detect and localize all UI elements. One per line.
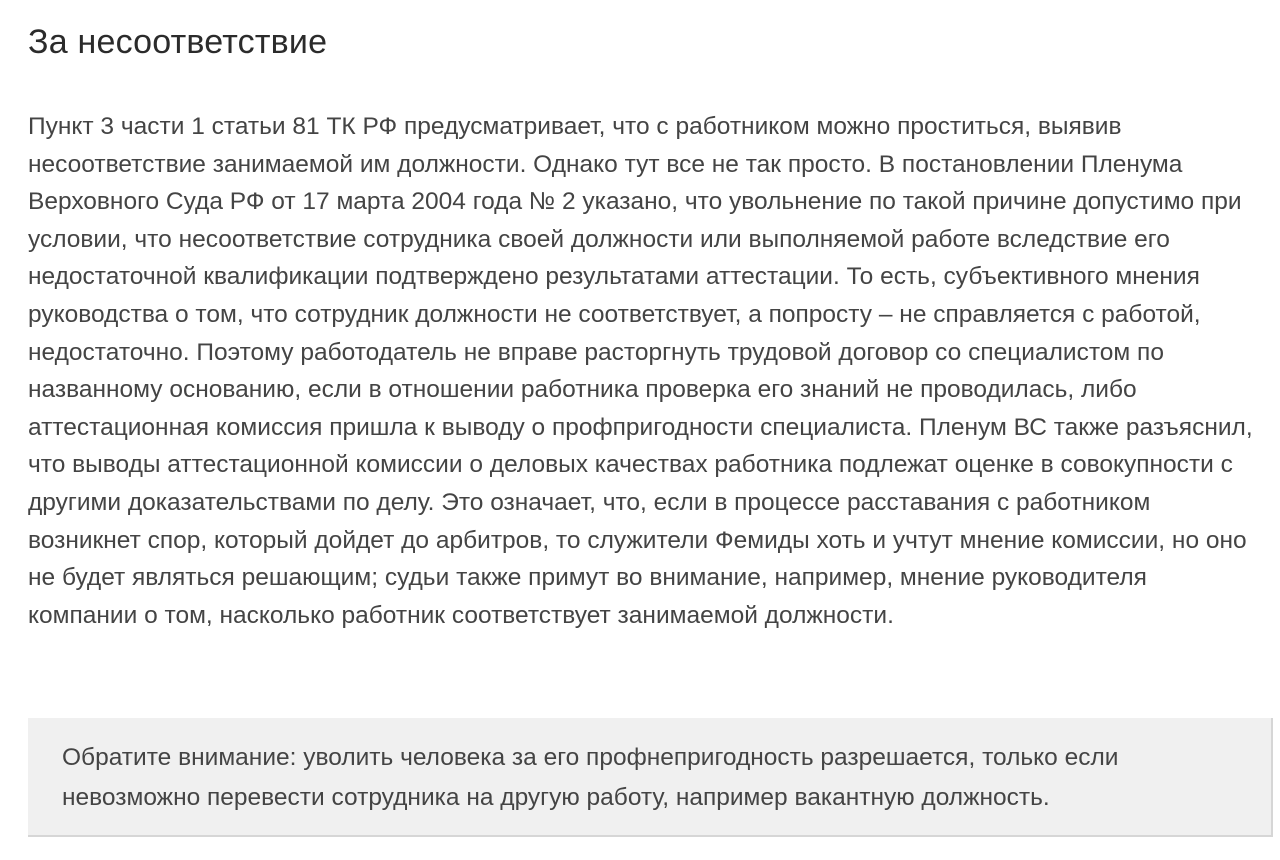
article [28,0,1258,811]
article-paragraph: Пункт 3 части 1 статьи 81 ТК РФ предусматривает, что с работником можно проститься, выявив несоответствие занимаемой им должности. Однако тут все не так просто. В постановлении Пленума Верховного Суда РФ от 17 марта 2004 года № 2 указано, что увольнение по такой причине допустимо при условии, что несоответствие сотрудника своей должности или выполняемой работе вследствие его недостаточной квалификации подтверждено результатами аттестации. То есть, субъективного мнения руководства о том, что сотрудник должности не соответствует, а попросту – не справляется с работой, недостаточно. Поэтому работодатель не вправе расторгнуть трудовой договор со специалистом по названному основанию, если в отношении работника проверка его знаний не проводилась, либо аттестационная комиссия пришла к выводу о профпригодности специалиста. Пленум ВС также разъяснил, что выводы аттестационной комиссии о деловых качествах работника подлежат оценке в совокупности с другими доказательствами по делу. Это означает, что, если в процессе расставания с работником возникнет спор, который дойдет до арбитров, то служители Фемиды хоть и учтут мнение комиссии, но оно не будет являться решающим; судьи также примут во внимание, например, мнение руководителя компании о том, насколько работник соответствует занимаемой должности. [28,113,1253,629]
note-callout [28,718,1273,837]
note-text: Обратите внимание: уволить человека за его профнепригодность разрешается, только если невозможно перевести сотрудника на другую работу, например вакантную должность. [62,744,1119,811]
section-heading: За несоответствие [28,23,328,61]
